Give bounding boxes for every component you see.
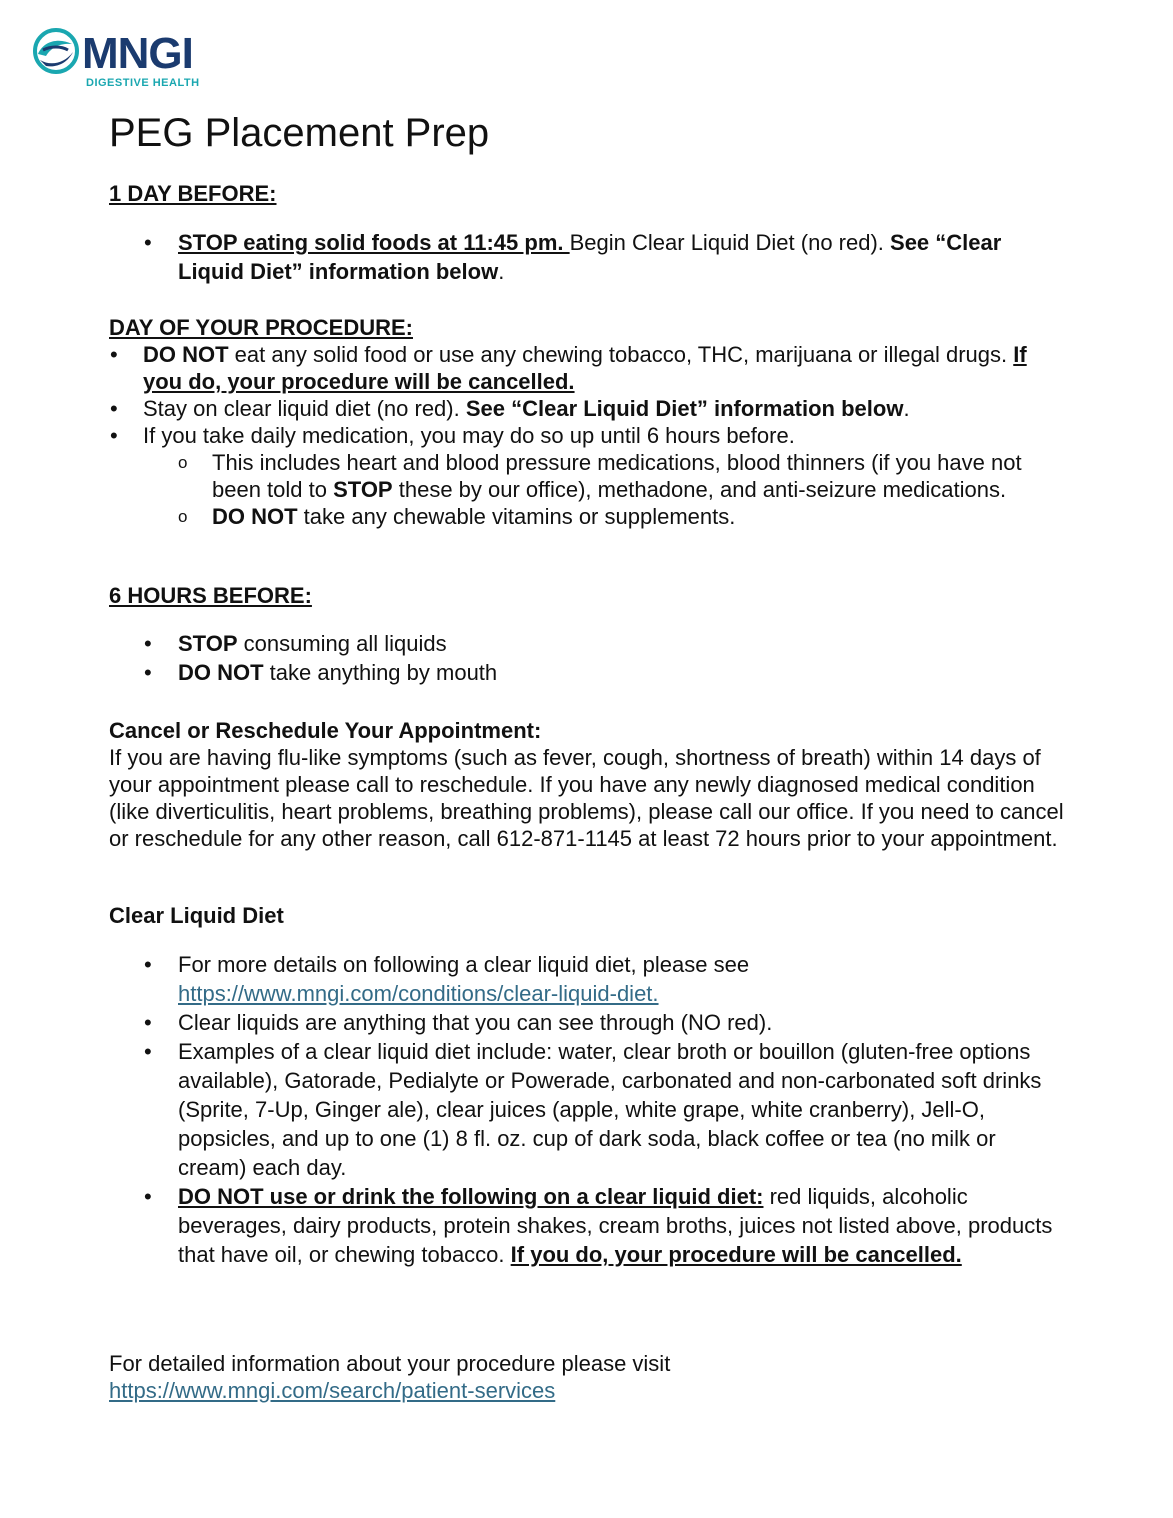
section-heading-day-before: 1 DAY BEFORE: xyxy=(109,181,277,206)
list-item: • Clear liquids are anything that you can see through (NO red). xyxy=(109,1008,1069,1037)
page-title: PEG Placement Prep xyxy=(109,111,490,155)
six-hours-list xyxy=(109,630,1069,688)
cancel-heading: Cancel or Reschedule Your Appointment: xyxy=(109,718,542,743)
list-item: • Stay on clear liquid diet (no red). See “Clear Liquid Diet” information below. xyxy=(109,395,1069,422)
cancel-body: If you are having flu-like symptoms (such as fever, cough, shortness of breath) within 14 days of your appointment please call to reschedule. If you have any newly diagnosed medical condition (like diverticulitis, heart problems, breathing problems), please call our office. If you need to cancel or reschedule for any other reason, call 612-871-1145 at least 72 hours prior to your appointment. xyxy=(109,745,1064,851)
list-item: • DO NOT use or drink the following on a clear liquid diet: red liquids, alcoholic beverages, dairy products, protein shakes, cream broths, juices not listed above, products that have oil, or chewing tobacco. If you do, your procedure will be cancelled. xyxy=(109,1182,1069,1269)
list-item: • If you take daily medication, you may do so up until 6 hours before. xyxy=(109,422,1069,449)
list-item: • For more details on following a clear liquid diet, please see https://www.mngi.com/conditions/clear-liquid-diet. xyxy=(109,950,1069,1008)
section-heading-day-of: DAY OF YOUR PROCEDURE: xyxy=(109,315,413,340)
clear-liquid-heading: Clear Liquid Diet xyxy=(109,903,284,928)
mngi-logo xyxy=(26,26,236,90)
list-item: • STOP consuming all liquids xyxy=(109,630,1069,657)
cancel-section xyxy=(109,717,1069,852)
patient-services-link[interactable]: https://www.mngi.com/search/patient-services xyxy=(109,1378,556,1403)
day-before-list xyxy=(109,228,1069,286)
footer xyxy=(109,1350,1069,1404)
sub-list-item: o This includes heart and blood pressure medications, blood thinners (if you have not been told to STOP these by our office), methadone, and anti-seizure medications. xyxy=(109,449,1069,503)
footer-text: For detailed information about your procedure please visit xyxy=(109,1351,671,1376)
day-of-list xyxy=(109,341,1069,530)
list-item: • DO NOT eat any solid food or use any chewing tobacco, THC, marijuana or illegal drugs. If you do, your procedure will be cancelled. xyxy=(109,341,1069,395)
logo-wordmark: MNGI xyxy=(82,29,193,78)
sub-list-item: o DO NOT take any chewable vitamins or supplements. xyxy=(109,503,1069,530)
section-heading-six-hours: 6 HOURS BEFORE: xyxy=(109,583,312,608)
list-item: • Examples of a clear liquid diet include: water, clear broth or bouillon (gluten-free options available), Gatorade, Pedialyte or Powerade, carbonated and non-carbonated soft drinks (Sprite, 7-Up, Ginger ale), clear juices (apple, white grape, white cranberry), Jell-O, popsicles, and up to one (1) 8 fl. oz. cup of dark soda, black coffee or tea (no milk or cream) each day. xyxy=(109,1037,1069,1182)
clear-liquid-diet-link[interactable]: https://www.mngi.com/conditions/clear-liquid-diet. xyxy=(178,981,659,1006)
list-item: • STOP eating solid foods at 11:45 pm. Begin Clear Liquid Diet (no red). See “Clear Liquid Diet” information below. xyxy=(109,228,1069,286)
logo-tagline: DIGESTIVE HEALTH xyxy=(86,77,200,89)
hands-icon xyxy=(35,30,77,72)
clear-liquid-list xyxy=(109,950,1069,1269)
list-item: • DO NOT take anything by mouth xyxy=(109,659,1069,686)
